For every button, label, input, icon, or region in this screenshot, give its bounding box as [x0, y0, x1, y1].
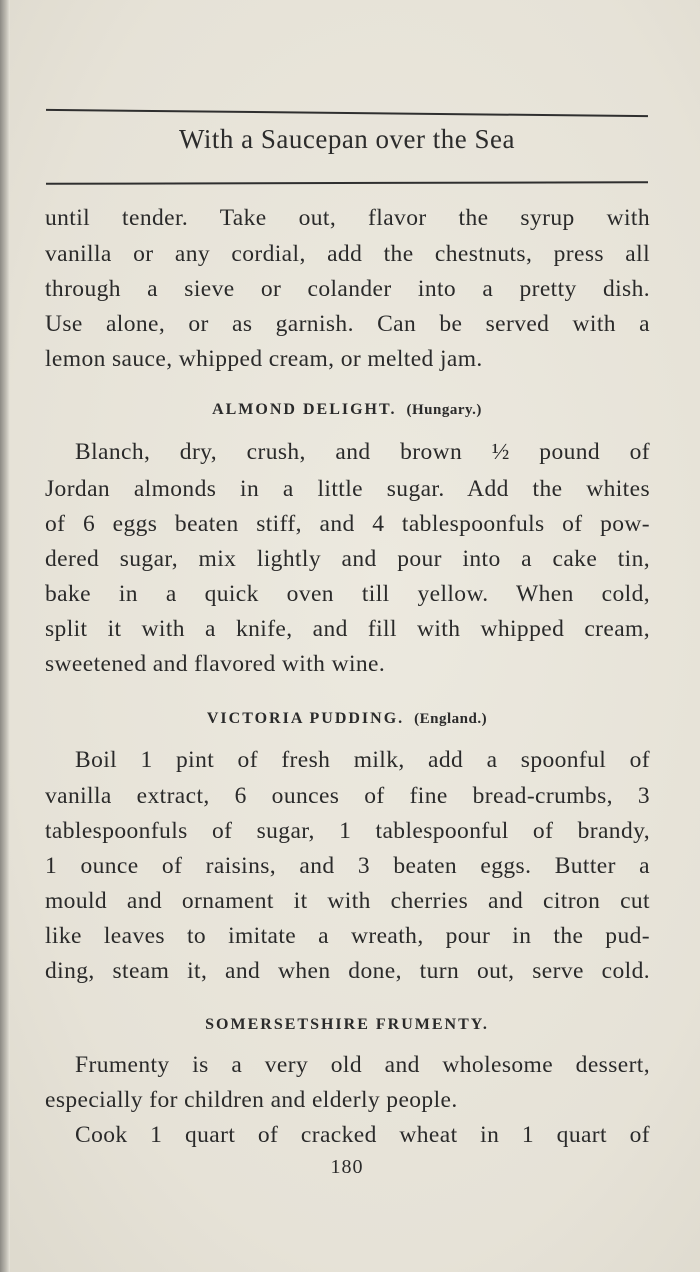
text-line: of 6 eggs beaten stiff, and 4 tablespoonfuls of pow-	[45, 511, 650, 537]
recipe-heading	[46, 1016, 648, 1034]
recipe-title: SOMERSETSHIRE FRUMENTY.	[205, 1016, 489, 1033]
page-number: 180	[330, 1156, 364, 1178]
recipe-origin: (Hungary.)	[406, 402, 482, 418]
text-line: lemon sauce, whipped cream, or melted jam.	[45, 346, 483, 372]
text-line: vanilla extract, 6 ounces of fine bread-crumbs, 3	[45, 783, 650, 809]
text-line: vanilla or any cordial, add the chestnuts, press all	[45, 241, 650, 267]
text-line: Blanch, dry, crush, and brown ½ pound of	[75, 439, 650, 465]
recipe-origin: (England.)	[414, 711, 488, 727]
text-line: bake in a quick oven till yellow. When cold,	[45, 581, 650, 607]
text-line: Use alone, or as garnish. Can be served with a	[45, 311, 650, 337]
text-line: through a sieve or colander into a pretty dish.	[45, 276, 650, 302]
text-line: especially for children and elderly people.	[45, 1087, 458, 1113]
text-line: mould and ornament it with cherries and citron cut	[45, 888, 650, 914]
text-line: Boil 1 pint of fresh milk, add a spoonful of	[75, 747, 650, 773]
text-line: dered sugar, mix lightly and pour into a cake tin,	[45, 546, 650, 572]
text-line: sweetened and flavored with wine.	[45, 651, 386, 677]
recipe-title: VICTORIA PUDDING.	[206, 710, 405, 727]
text-line: split it with a knife, and fill with whipped cream,	[45, 616, 650, 642]
page-edge-shadow	[0, 0, 10, 1272]
text-line: Jordan almonds in a little sugar. Add the whites	[45, 476, 650, 502]
running-head: With a Saucepan over the Sea	[178, 124, 516, 154]
text-line: Cook 1 quart of cracked wheat in 1 quart of	[75, 1122, 650, 1148]
recipe-heading	[46, 710, 648, 728]
text-line: ding, steam it, and when done, turn out, serve cold.	[45, 958, 650, 984]
text-line: tablespoonfuls of sugar, 1 tablespoonful of brandy,	[45, 818, 650, 844]
header-rule-bottom	[46, 181, 648, 185]
recipe-heading	[46, 401, 648, 419]
text-line: like leaves to imitate a wreath, pour in the pud-	[45, 923, 650, 949]
header-rule-top	[46, 109, 648, 117]
text-line: until tender. Take out, flavor the syrup with	[45, 205, 650, 231]
recipe-title: ALMOND DELIGHT.	[212, 401, 397, 418]
text-line: 1 ounce of raisins, and 3 beaten eggs. Butter a	[45, 853, 650, 879]
text-line: Frumenty is a very old and wholesome dessert,	[75, 1052, 650, 1078]
